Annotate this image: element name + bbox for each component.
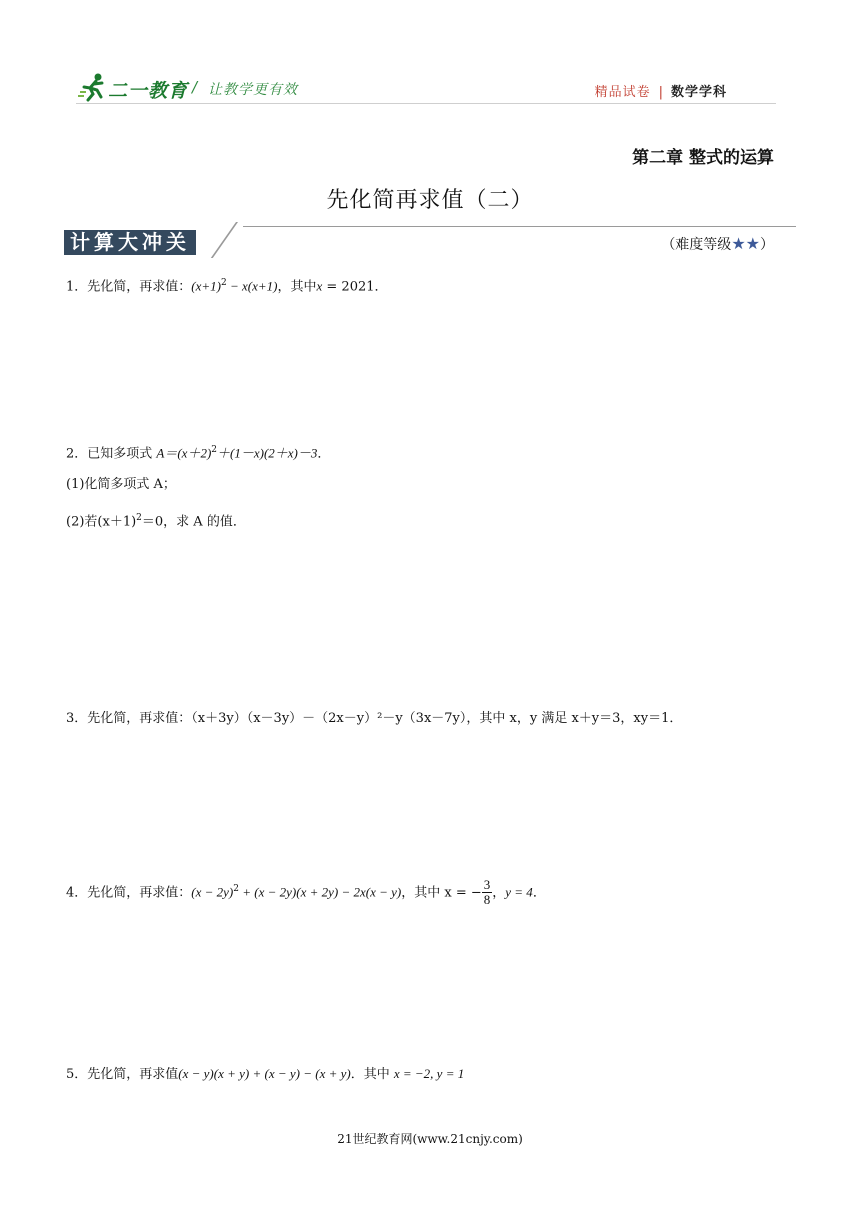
slogan-separator: / xyxy=(192,78,198,96)
question-1-exponent: 2 xyxy=(220,278,227,288)
fraction-denominator: 8 xyxy=(483,892,491,908)
runner-logo-icon xyxy=(78,72,108,102)
difficulty-close: ） xyxy=(760,237,774,253)
selection-label: 精品试卷 xyxy=(594,85,651,100)
fraction-numerator: 3 xyxy=(483,877,491,893)
difficulty-label: （难度等级 xyxy=(661,237,732,253)
question-2-part-2-b: ＝0，求 A 的值． xyxy=(141,514,246,530)
question-4-mid: ，其中 x = − xyxy=(401,885,482,901)
subject-label: 数学学科 xyxy=(670,85,727,100)
question-1-condition: = 2021 xyxy=(322,279,375,295)
difficulty-level xyxy=(661,234,774,254)
question-1-var: x xyxy=(316,278,323,294)
question-2-part-2-exponent: 2 xyxy=(136,513,142,523)
question-1-expr-b: − x(x+1) xyxy=(226,278,278,294)
question-2-prefix: 2．已知多项式 xyxy=(66,446,157,462)
question-1-mid: ，其中 xyxy=(277,279,317,295)
question-4-prefix: 4．先化简，再求值： xyxy=(66,885,192,901)
header-subject-info xyxy=(595,81,727,100)
header-divider: | xyxy=(658,85,663,100)
question-2-part-1: (1)化简多项式 A； xyxy=(66,477,176,492)
section-banner: 计算大冲关 xyxy=(64,230,196,255)
brand-logo-text: 二一教育 xyxy=(108,80,189,102)
page-footer: 21世纪教育网(www.21cnjy.com) xyxy=(337,1132,523,1146)
question-5-prefix: 5．先化简，再求值 xyxy=(66,1067,179,1082)
banner-rule xyxy=(243,226,796,227)
page-title: 先化简再求值（二） xyxy=(326,188,534,213)
question-4-expr-b: + (x − 2y)(x + 2y) − 2x(x − y) xyxy=(239,884,402,900)
question-4-sep: ， xyxy=(492,885,506,901)
question-4 xyxy=(66,872,546,910)
header-rule xyxy=(76,103,776,104)
question-4-exponent: 2 xyxy=(233,884,239,894)
star-rating-icon: ★★ xyxy=(731,234,760,253)
question-2-end: ． xyxy=(317,446,331,462)
question-4-condition: y = 4 xyxy=(505,884,533,900)
question-1-end: ． xyxy=(374,279,388,295)
question-1-expr-a: (x+1) xyxy=(191,278,221,294)
question-2 xyxy=(66,441,330,463)
question-5-expr: (x − y)(x + y) + (x − y) − (x + y) xyxy=(178,1066,351,1081)
question-5-condition: x = −2, y = 1 xyxy=(393,1066,465,1081)
question-4-expr-a: (x − 2y) xyxy=(191,884,234,900)
question-4-fraction xyxy=(482,878,493,907)
question-2-part-2 xyxy=(66,509,246,531)
question-5 xyxy=(66,1065,464,1084)
question-3: 3．先化简，再求值：（x＋3y）（x－3y）－（2x－y）²－y（3x－7y），其中 x，y 满足 x＋y＝3，xy＝1． xyxy=(66,711,683,726)
question-5-mid: ．其中 xyxy=(350,1067,394,1082)
question-2-exponent: 2 xyxy=(211,445,218,455)
question-2-part-2-a: (2)若(x＋1) xyxy=(66,514,137,530)
question-2-expr-b: ＋(1－x)(2＋x)－3 xyxy=(217,445,318,461)
question-2-expr-a: A＝(x＋2) xyxy=(156,445,212,461)
banner-slash xyxy=(211,222,238,258)
question-1-prefix: 1．先化简，再求值： xyxy=(66,279,192,295)
brand-slogan: 让教学更有效 xyxy=(208,82,298,98)
question-1 xyxy=(66,274,388,296)
chapter-title: 第二章 整式的运算 xyxy=(632,148,774,168)
question-4-end: ． xyxy=(532,885,546,901)
